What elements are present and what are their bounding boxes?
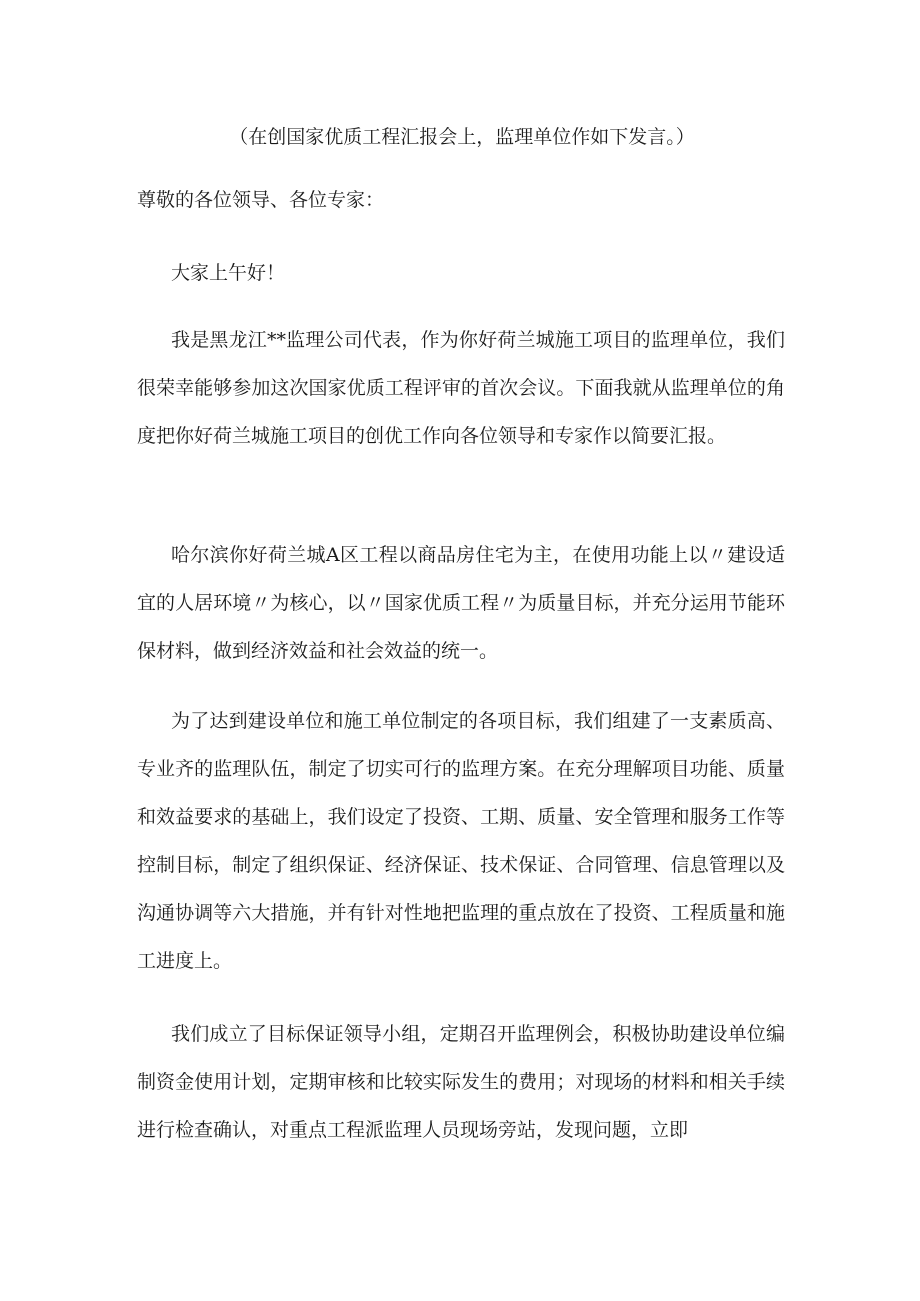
intro-note: （在创国家优质工程汇报会上，监理单位作如下发言。）	[229, 126, 695, 148]
greeting: 大家上午好！	[171, 262, 286, 284]
paragraph-supervision-team: 为了达到建设单位和施工单位制定的各项目标，我们组建了一支素质高、专业齐的监理队伍，制定了切实可行的监理方案。在充分理解项目功能、质量和效益要求的基础上，我们设定了投资、工期、质量、安全管理和服务工作等控制目标，制定了组织保证、经济保证、技术保证、合同管理、信息管理以及沟通协调等六大措施，并有针对性地把监理的重点放在了投资、工程质量和施工进度上。	[137, 710, 785, 972]
salutation: 尊敬的各位领导、各位专家：	[137, 189, 385, 211]
paragraph-project-overview: 哈尔滨你好荷兰城A区工程以商品房住宅为主，在使用功能上以〃建设适宜的人居环境〃为核心，以〃国家优质工程〃为质量目标，并充分运用节能环保材料，做到经济效益和社会效益的统一。	[137, 544, 785, 662]
paragraph-target-guarantee: 我们成立了目标保证领导小组，定期召开监理例会，积极协助建设单位编制资金使用计划，定期审核和比较实际发生的费用；对现场的材料和相关手续进行检查确认，对重点工程派监理人员现场旁站，发现问题，立即	[137, 1023, 785, 1141]
paragraph-introduction: 我是黑龙江**监理公司代表，作为你好荷兰城施工项目的监理单位，我们很荣幸能够参加这次国家优质工程评审的首次会议。下面我就从监理单位的角度把你好荷兰城施工项目的创优工作向各位领导和专家作以简要汇报。	[137, 329, 785, 447]
